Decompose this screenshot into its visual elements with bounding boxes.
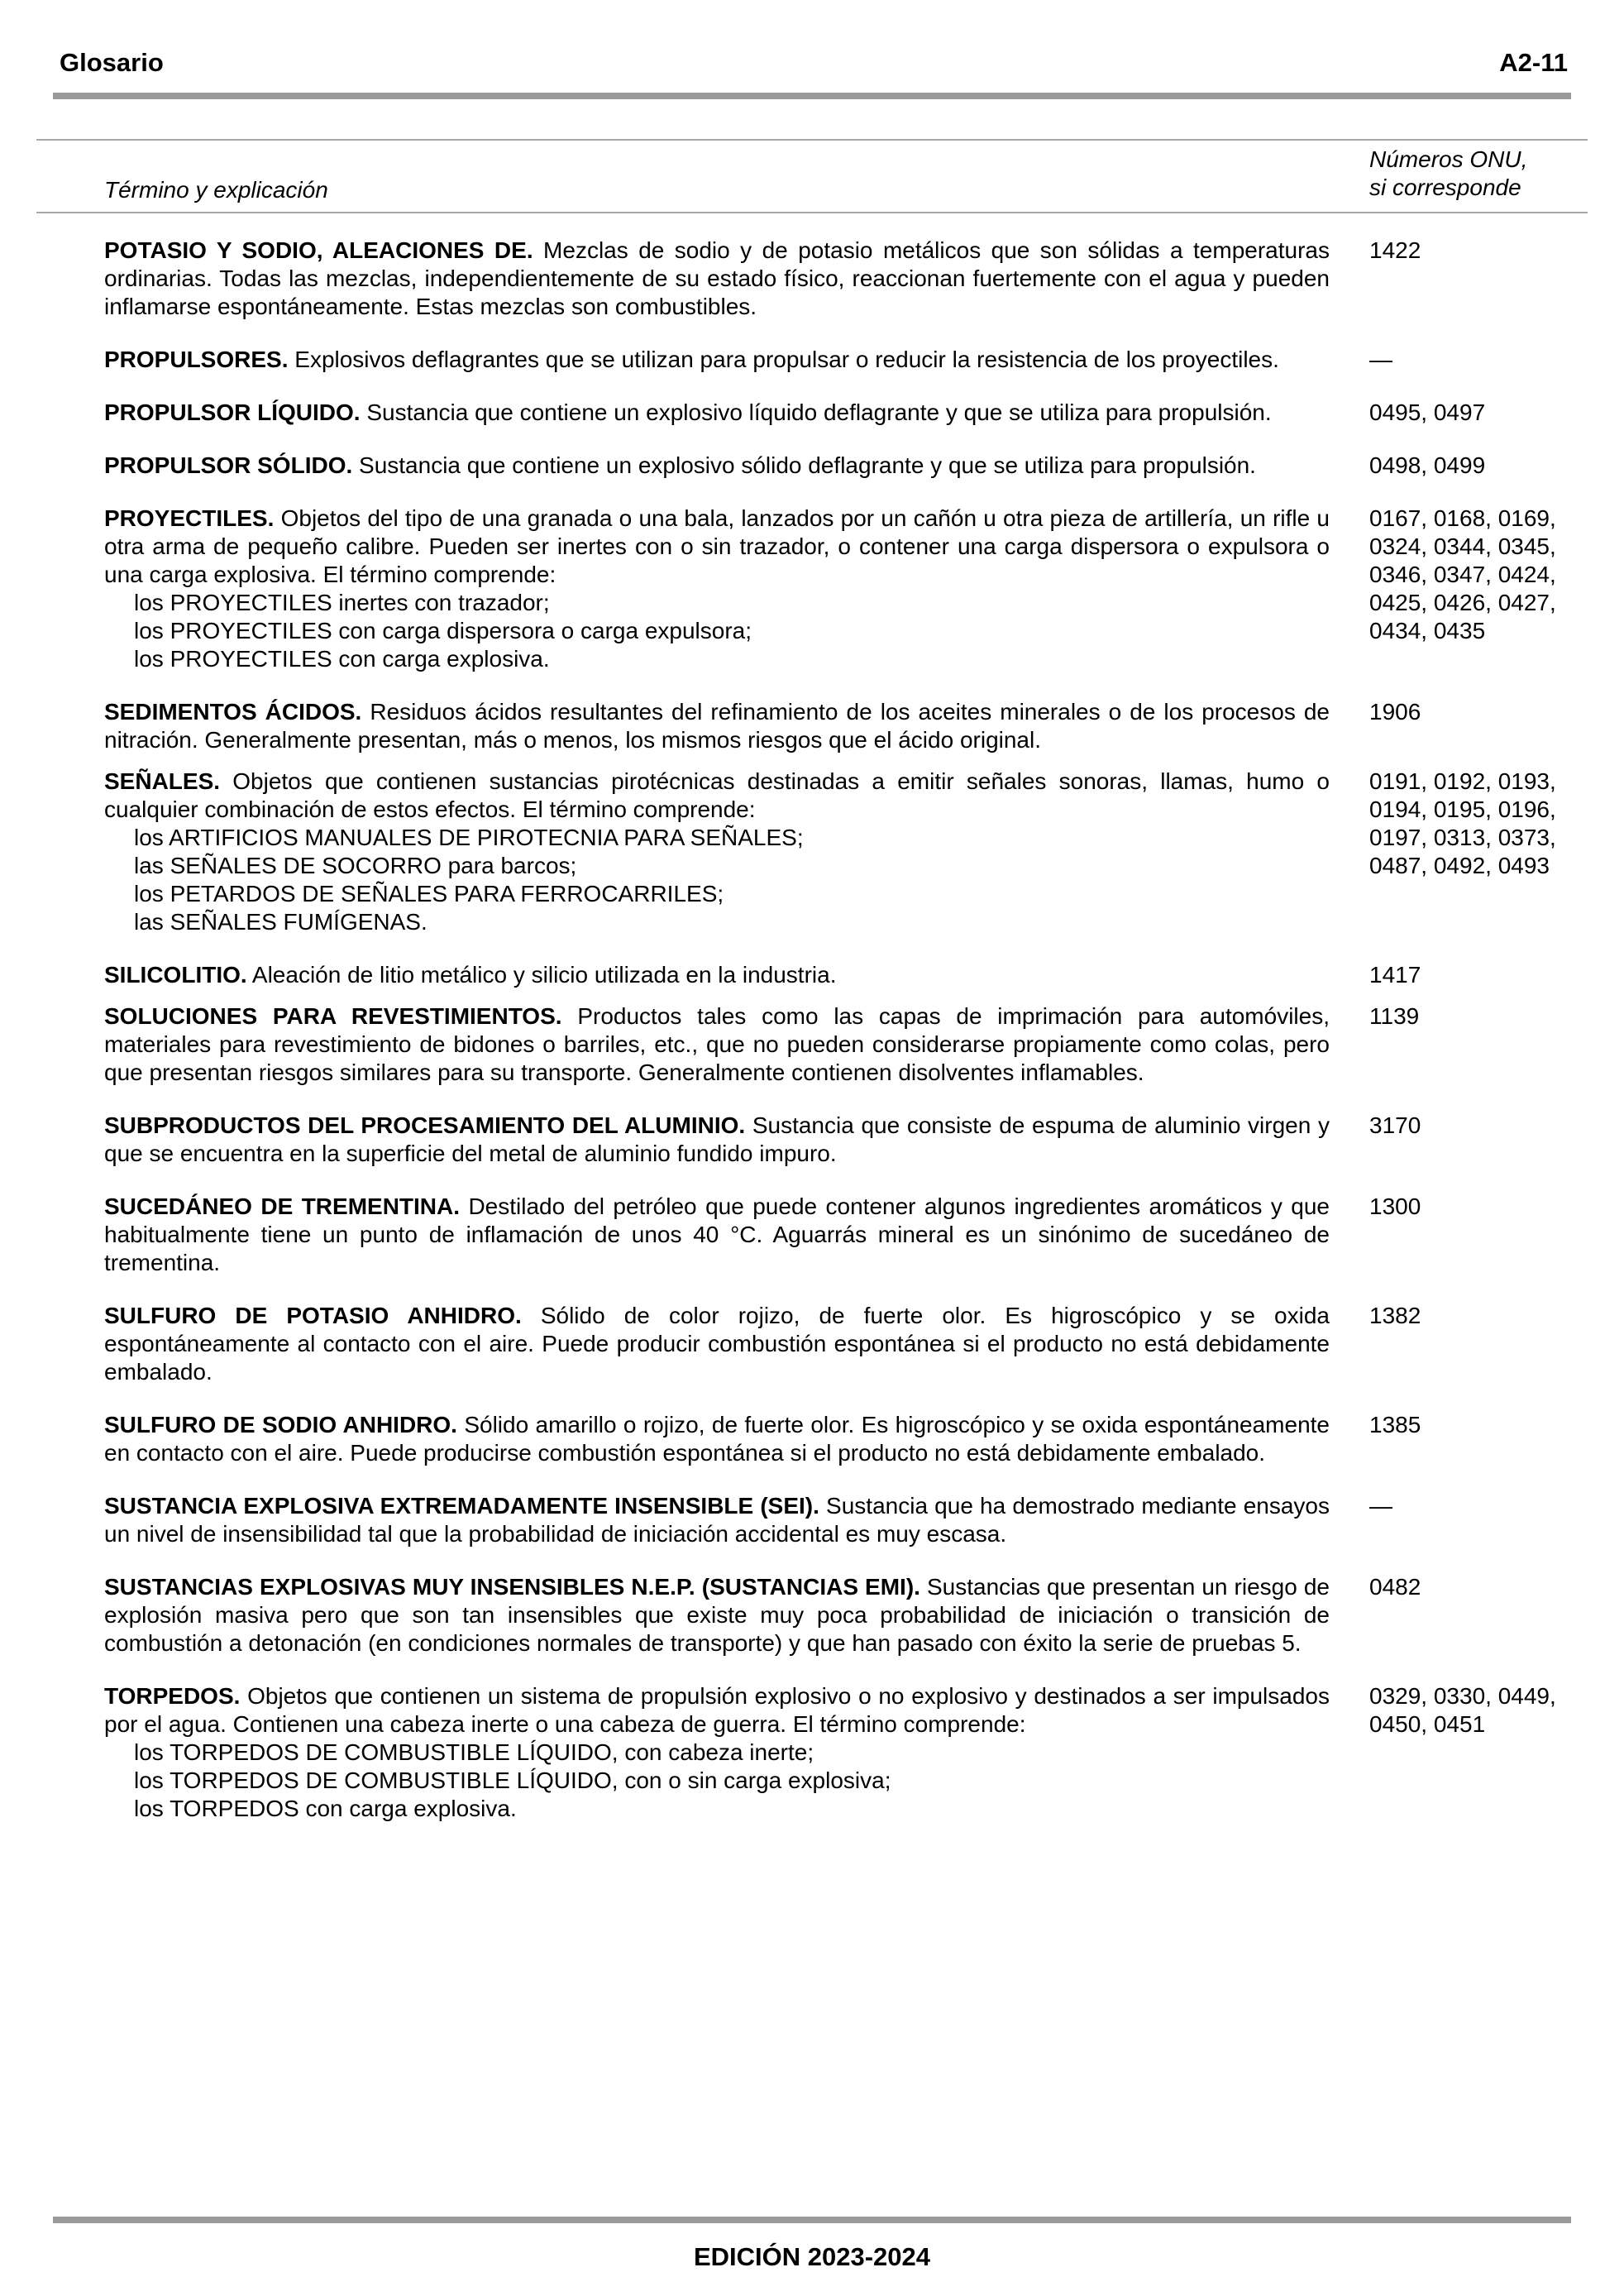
entry-description: Objetos del tipo de una granada o una bala, lanzados por un cañón u otra pieza de artillería, un rifle u otra arma de pequeño calibre. Pueden ser inertes con o sin trazador, o contener una carga dispersora o expulsora o una carga explosiva. El término comprende: bbox=[104, 505, 1330, 587]
entry-text bbox=[104, 1682, 1330, 1823]
column-header-un-line2: si corresponde bbox=[1369, 175, 1521, 200]
entry-sub-item: los TORPEDOS DE COMBUSTIBLE LÍQUIDO, con cabeza inerte; bbox=[134, 1739, 814, 1765]
entry-text bbox=[104, 1492, 1330, 1548]
glossary-entry bbox=[104, 1002, 1593, 1087]
entry-un-numbers: 0167, 0168, 0169, 0324, 0344, 0345, 0346, 0347, 0424, 0425, 0426, 0427, 0434, 0435 bbox=[1369, 505, 1556, 643]
section-title: Glosario bbox=[60, 48, 164, 77]
entry-term: SILICOLITIO. bbox=[104, 962, 247, 988]
entry-text bbox=[104, 768, 1330, 936]
entry-un-numbers: 1139 bbox=[1369, 1003, 1420, 1029]
entry-term: SUSTANCIA EXPLOSIVA EXTREMADAMENTE INSENSIBLE (SEI). bbox=[104, 1493, 819, 1519]
entry-description: Aleación de litio metálico y silicio utilizada en la industria. bbox=[246, 962, 837, 988]
entry-text bbox=[104, 1302, 1330, 1386]
entry-text bbox=[104, 346, 1330, 374]
entry-un-numbers: 1385 bbox=[1369, 1412, 1421, 1437]
entry-sub-item: los ARTIFICIOS MANUALES DE PIROTECNIA PARA SEÑALES; bbox=[134, 825, 804, 850]
entry-description: Explosivos deflagrantes que se utilizan para propulsar o reducir la resistencia de los proyectiles. bbox=[288, 347, 1279, 372]
entry-sub-item: los TORPEDOS con carga explosiva. bbox=[134, 1796, 517, 1821]
entry-description: Sustancia que contiene un explosivo sólido deflagrante y que se utiliza para propulsión. bbox=[352, 452, 1256, 478]
entry-term: PROPULSOR SÓLIDO. bbox=[104, 452, 353, 478]
entry-description: Sólido amarillo o rojizo, de fuerte olor. Es higroscópico y se oxida espontáneamente en contacto con el aire. Puede producirse combustión espontánea si el producto no está debidamente embalado. bbox=[104, 1412, 1330, 1466]
entry-text bbox=[104, 1002, 1330, 1087]
entry-description: Sustancia que consiste de espuma de aluminio virgen y que se encuentra en la superficie del metal de aluminio fundido impuro. bbox=[104, 1112, 1330, 1166]
glossary-entry bbox=[104, 1302, 1593, 1386]
entry-text bbox=[104, 1411, 1330, 1467]
column-header-top-rule bbox=[36, 139, 1588, 141]
entry-description: Objetos que contienen sustancias pirotécnicas destinadas a emitir señales sonoras, llamas, humo o cualquier combinación de estos efectos. El término comprende: bbox=[104, 768, 1330, 822]
entry-un-numbers: 0482 bbox=[1369, 1574, 1421, 1600]
entry-term: PROYECTILES. bbox=[104, 505, 275, 531]
entry-un-numbers: 1382 bbox=[1369, 1303, 1421, 1328]
entry-term: SULFURO DE POTASIO ANHIDRO. bbox=[104, 1303, 522, 1328]
entry-description: Residuos ácidos resultantes del refinamiento de los aceites minerales o de los procesos de nitración. Generalmente presentan, más o menos, los mismos riesgos que el ácido original. bbox=[104, 699, 1330, 753]
entry-text bbox=[104, 399, 1330, 427]
glossary-entry bbox=[104, 961, 1593, 989]
entry-description: Sustancias que presentan un riesgo de explosión masiva pero que son tan insensibles que existe muy poca probabilidad de iniciación o transición de combustión a detonación (en condiciones normales de transporte) y que han pasado con éxito la serie de pruebas 5. bbox=[104, 1574, 1330, 1656]
glossary-entry bbox=[104, 1193, 1593, 1277]
entry-text bbox=[104, 452, 1330, 480]
entry-description: Sustancia que contiene un explosivo líquido deflagrante y que se utiliza para propulsión. bbox=[360, 399, 1272, 425]
entry-un-numbers: — bbox=[1369, 1493, 1392, 1519]
column-header-un bbox=[1369, 146, 1593, 202]
entry-term: PROPULSORES. bbox=[104, 347, 289, 372]
entry-text bbox=[104, 1573, 1330, 1657]
entry-description: Destilado del petróleo que puede contener algunos ingredientes aromáticos y que habitualmente tiene un punto de inflamación de unos 40 °C. Aguarrás mineral es un sinónimo de sucedáneo de trementina. bbox=[104, 1193, 1330, 1275]
glossary-entry bbox=[104, 1411, 1593, 1467]
entry-un-numbers: 1422 bbox=[1369, 237, 1421, 263]
glossary-entry bbox=[104, 768, 1593, 936]
glossary-entry bbox=[104, 1492, 1593, 1548]
glossary-entry bbox=[104, 346, 1593, 374]
entry-un-numbers: 0329, 0330, 0449, 0450, 0451 bbox=[1369, 1683, 1556, 1737]
entry-term: SOLUCIONES PARA REVESTIMIENTOS. bbox=[104, 1003, 562, 1029]
entry-description: Productos tales como las capas de imprimación para automóviles, materiales para revestimiento de bidones o barriles, etc., que no pueden considerarse propiamente como colas, pero que presentan riesgos similares para su transporte. Generalmente contienen disolventes inflamables. bbox=[104, 1003, 1330, 1085]
entry-un-numbers: 0191, 0192, 0193, 0194, 0195, 0196, 0197, 0313, 0373, 0487, 0492, 0493 bbox=[1369, 768, 1556, 878]
entry-description: Objetos que contienen un sistema de propulsión explosivo o no explosivo y destinados a ser impulsados por el agua. Contienen una cabeza inerte o una cabeza de guerra. El término comprende: bbox=[104, 1683, 1330, 1737]
entry-sub-item: los TORPEDOS DE COMBUSTIBLE LÍQUIDO, con o sin carga explosiva; bbox=[134, 1767, 891, 1793]
entry-term: SEDIMENTOS ÁCIDOS. bbox=[104, 699, 362, 725]
entry-description: Sustancia que ha demostrado mediante ensayos un nivel de insensibilidad tal que la probabilidad de iniciación accidental es muy escasa. bbox=[104, 1493, 1330, 1547]
entry-un-numbers: — bbox=[1369, 347, 1392, 372]
page-number: A2-11 bbox=[1499, 48, 1568, 77]
entry-sub-item: las SEÑALES FUMÍGENAS. bbox=[134, 909, 427, 935]
entry-term: TORPEDOS. bbox=[104, 1683, 241, 1709]
entry-term: SEÑALES. bbox=[104, 768, 221, 794]
entry-description: Sólido de color rojizo, de fuerte olor. Es higroscópico y se oxida espontáneamente al contacto con el aire. Puede producir combustión espontánea si el producto no está debidamente embalado. bbox=[104, 1303, 1330, 1385]
entry-un-numbers: 1906 bbox=[1369, 699, 1421, 725]
entry-text bbox=[104, 505, 1330, 673]
entry-term: PROPULSOR LÍQUIDO. bbox=[104, 399, 361, 425]
column-header-bottom-rule bbox=[36, 212, 1588, 213]
glossary-entry bbox=[104, 1112, 1593, 1168]
page-header bbox=[56, 48, 1568, 81]
column-header-term: Término y explicación bbox=[104, 177, 328, 203]
glossary-entry bbox=[104, 237, 1593, 321]
glossary-entry bbox=[104, 1682, 1593, 1823]
entry-un-numbers: 0495, 0497 bbox=[1369, 399, 1486, 425]
glossary-entry bbox=[104, 1573, 1593, 1657]
entry-term: SULFURO DE SODIO ANHIDRO. bbox=[104, 1412, 457, 1437]
entry-sub-item: los PROYECTILES con carga explosiva. bbox=[134, 646, 550, 672]
footer-divider bbox=[53, 2217, 1571, 2223]
entry-sub-item: los PETARDOS DE SEÑALES PARA FERROCARRILES; bbox=[134, 881, 724, 906]
entry-text bbox=[104, 1112, 1330, 1168]
entry-sub-item: los PROYECTILES con carga dispersora o carga expulsora; bbox=[134, 618, 752, 643]
entry-sub-item: los PROYECTILES inertes con trazador; bbox=[134, 590, 550, 615]
entry-un-numbers: 1300 bbox=[1369, 1193, 1421, 1219]
entry-term: SUCEDÁNEO DE TREMENTINA. bbox=[104, 1193, 461, 1219]
glossary-entry bbox=[104, 399, 1593, 427]
entry-term: POTASIO Y SODIO, ALEACIONES DE. bbox=[104, 237, 533, 263]
glossary-entry bbox=[104, 698, 1593, 754]
entry-text bbox=[104, 698, 1330, 754]
glossary-entries bbox=[104, 237, 1593, 1823]
header-divider bbox=[53, 93, 1571, 99]
entry-term: SUSTANCIAS EXPLOSIVAS MUY INSENSIBLES N.E.P. (SUSTANCIAS EMI). bbox=[104, 1574, 920, 1600]
entry-term: SUBPRODUCTOS DEL PROCESAMIENTO DEL ALUMINIO. bbox=[104, 1112, 746, 1138]
entry-text bbox=[104, 237, 1330, 321]
column-header-un-line1: Números ONU, bbox=[1369, 146, 1528, 172]
entry-text bbox=[104, 961, 1330, 989]
entry-text bbox=[104, 1193, 1330, 1277]
glossary-entry bbox=[104, 452, 1593, 480]
entry-description: Mezclas de sodio y de potasio metálicos que son sólidas a temperaturas ordinarias. Todas las mezclas, independientemente de su estado físico, reaccionan fuertemente con el agua y pueden inflamarse espontáneamente. Estas mezclas son combustibles. bbox=[104, 237, 1330, 319]
entry-un-numbers: 3170 bbox=[1369, 1112, 1421, 1138]
glossary-entry bbox=[104, 505, 1593, 673]
entry-un-numbers: 0498, 0499 bbox=[1369, 452, 1486, 478]
entry-sub-item: las SEÑALES DE SOCORRO para barcos; bbox=[134, 853, 577, 878]
entry-un-numbers: 1417 bbox=[1369, 962, 1421, 988]
edition-footer: EDICIÓN 2023-2024 bbox=[693, 2242, 931, 2271]
